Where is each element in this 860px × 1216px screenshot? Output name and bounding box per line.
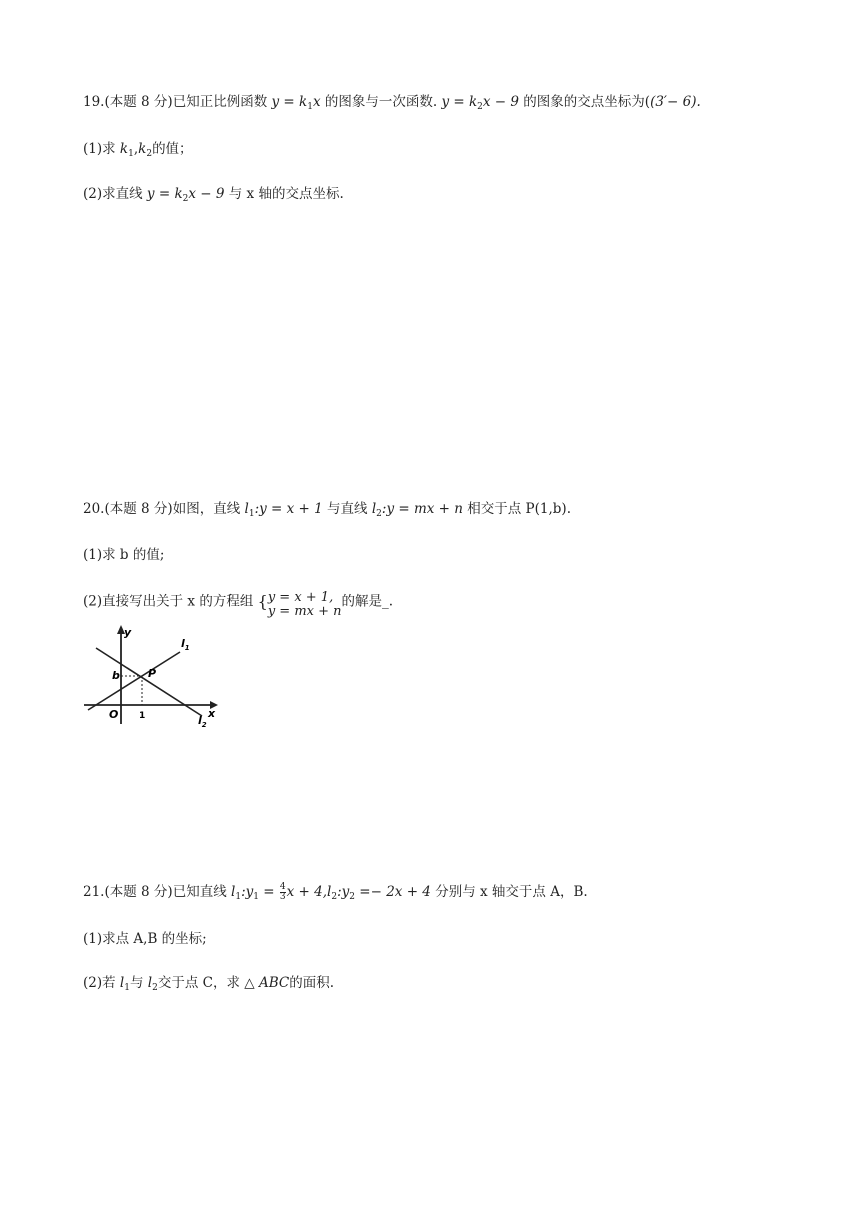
q19-number: 19.	[83, 94, 105, 110]
label-l1: $l_1$	[181, 637, 190, 652]
label-x: x	[208, 707, 216, 720]
line-l1	[88, 652, 180, 710]
q19-part2: (2)求直线 $y = k_2x - 9$ 与 x 轴的交点坐标.	[83, 186, 344, 204]
q21-stem: 21.(本题 8 分)已知直线 $l_1:y_1$ = $\frac{4}{3}$ $x + 4,l_2:y_2 =- 2x + 4$ 分别与 x 轴交于点 A，B.	[83, 882, 588, 902]
q21-part2: (2)若 $l_1$与 $l_2$交于点 C，求 △ ABC的面积.	[83, 975, 334, 993]
q20-equation-system: y = x + 1, y = mx + n	[267, 590, 342, 619]
q19-stem	[83, 92, 701, 117]
label-y: y	[124, 626, 132, 639]
q20-figure	[80, 620, 220, 730]
q20-part2: (2)直接写出关于 x 的方程组 { y = x + 1, y = mx + n 的解是_.	[83, 590, 394, 619]
q20-stem: 20.(本题 8 分)如图，直线 $l_1:y = x + 1$ 与直线 $l_2:y$ = mx + n 相交于点 P(1,b).	[83, 501, 571, 519]
label-tick-1: 1	[139, 711, 146, 721]
q19-eq1: $y = k_1x$	[271, 94, 321, 112]
label-origin: O	[109, 708, 119, 721]
q19-part1: (1)求 $k_1,k_2$的值；	[83, 141, 193, 159]
label-p: P	[148, 667, 157, 680]
fraction-4-3: $\frac{4}{3}$	[279, 882, 286, 902]
q19-eq2: $y = k_2x - 9$	[441, 94, 519, 112]
label-b: b	[112, 669, 120, 682]
q19-point: (3′− 6).	[650, 94, 701, 110]
q19-stem-text-b: 的图象与一次函数.	[324, 94, 438, 110]
q21-part1: (1)求点 A,B 的坐标;	[83, 931, 207, 947]
label-l2: $l_2$	[198, 714, 207, 729]
q20-part1: (1)求 b 的值;	[83, 547, 165, 563]
q19-stem-text-c: 的图象的交点坐标为(	[523, 94, 651, 110]
q19-stem-text-a: 已知正比例函数	[172, 94, 268, 110]
q19-score: (本题 8 分)	[104, 94, 173, 110]
